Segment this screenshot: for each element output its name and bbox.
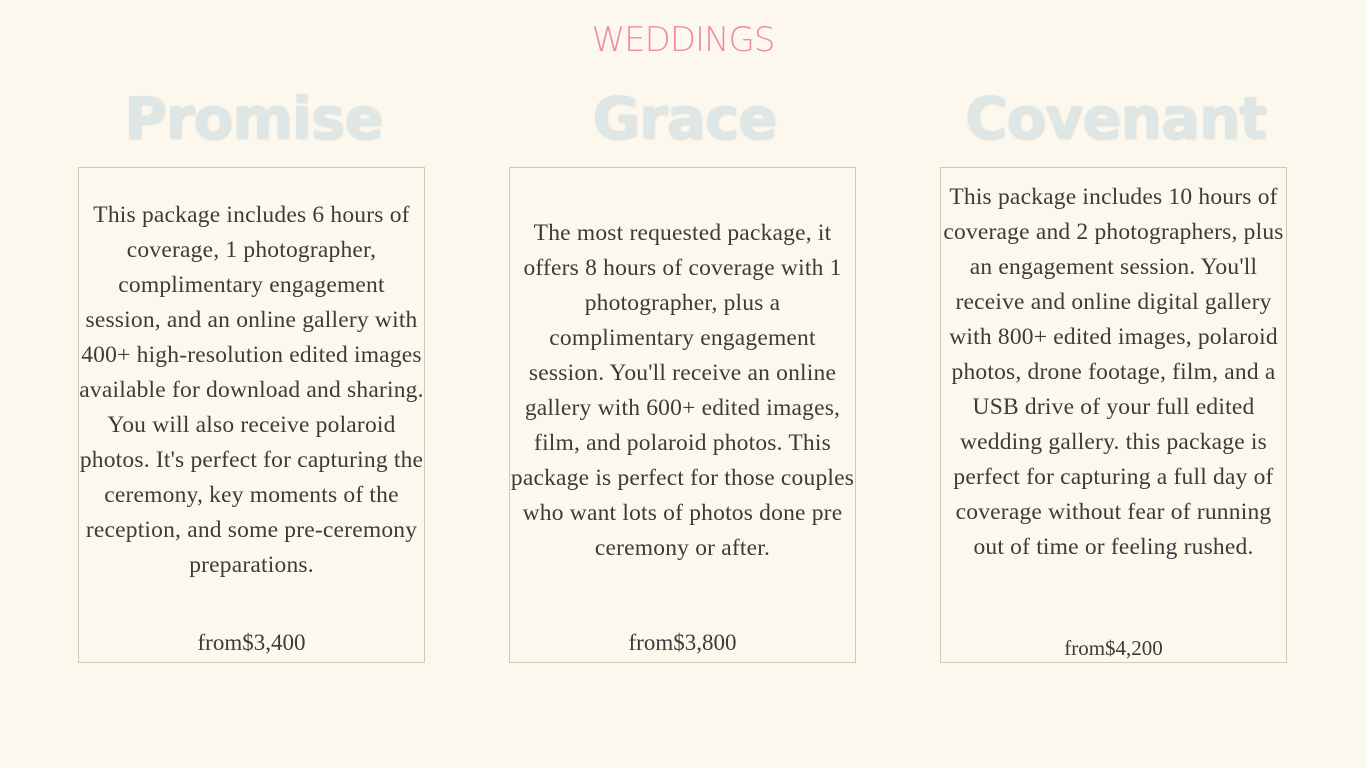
package-name-covenant: Covenant	[964, 84, 1266, 152]
package-price: from$4,200	[1064, 636, 1163, 660]
package-name-promise: Promise	[123, 84, 383, 152]
package-price: from$3,800	[628, 630, 737, 655]
package-description: This package includes 6 hours of coverage, 1 photographer, complimentary engagement session, and an online gallery with 400+ high-resolution edited images available for download and sharing. You will also receive polaroid photos. It's perfect for capturing the ceremony, key moments of the reception, and some pre-ceremony preparations.	[79, 202, 424, 578]
package-description: The most requested package, it offers 8 hours of coverage with 1 photographer, plus a complimentary engagement session. You'll receive an online gallery with 600+ edited images, film, and polaroid photos. This package is perfect for those couples who want lots of photos done pre ceremony or after.	[510, 220, 855, 561]
package-card-promise	[78, 167, 425, 663]
package-card-covenant	[940, 167, 1287, 663]
package-card-grace	[509, 167, 856, 663]
package-description: This package includes 10 hours of coverage and 2 photographers, plus an engagement session. You'll receive and online digital gallery with 800+ edited images, polaroid photos, drone footage, film, and a USB drive of your full edited wedding gallery. this package is perfect for capturing a full day of coverage without fear of running out of time or feeling rushed.	[943, 184, 1284, 560]
package-name-grace: Grace	[591, 84, 777, 152]
weddings-heading: WEDDINGS	[591, 20, 775, 60]
package-price: from$3,400	[197, 630, 306, 655]
